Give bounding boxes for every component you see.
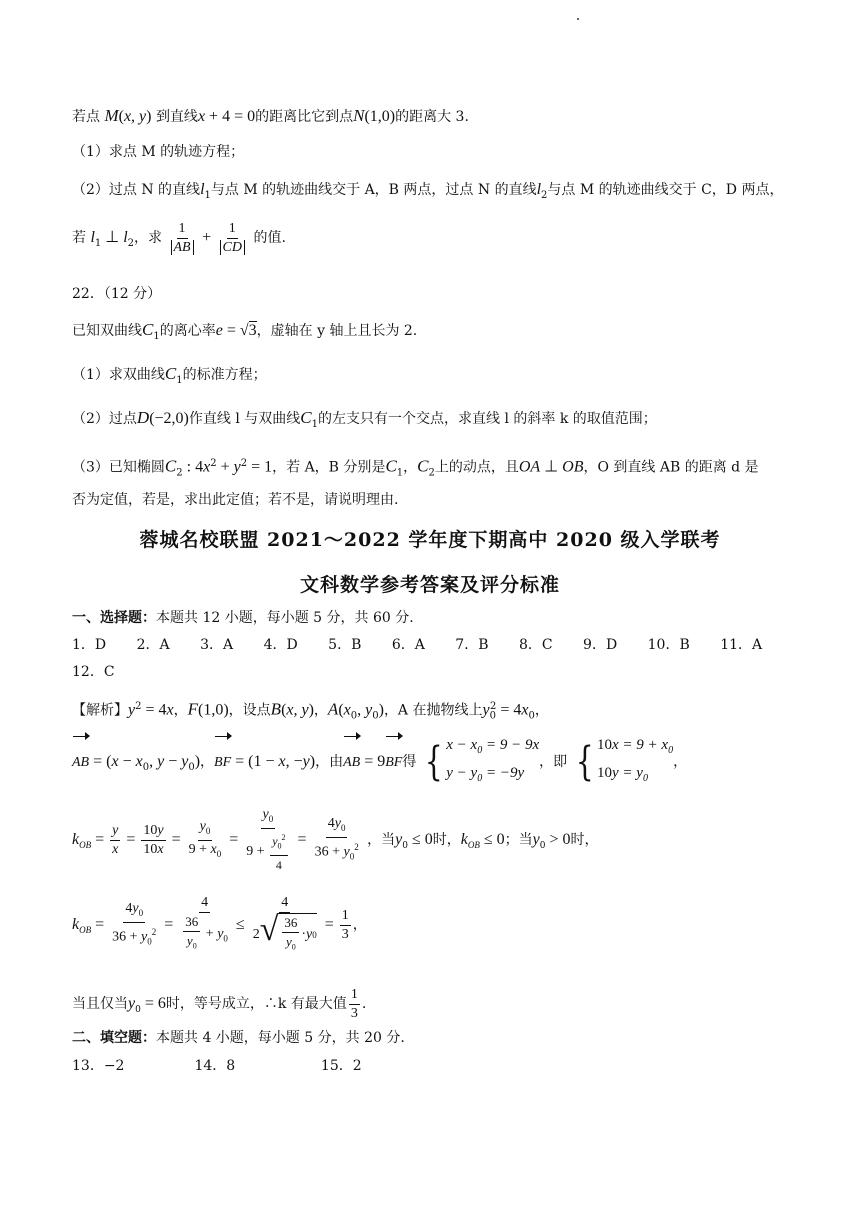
fill-13: 13．−2 (72, 1058, 125, 1074)
q22-stem: 已知双曲线$C_1$的离心率e = √3，虚轴在 y 轴上且长为 2. (72, 320, 418, 342)
choice-3: 3．A (200, 637, 234, 653)
sec2-head: 二、填空题： (72, 1030, 156, 1046)
q21-part2: （2）过点 N 的直线$l_1$与点 M 的轨迹曲线交于 A，B 两点，过点 N 的直线$l_2$与点 M 的轨迹曲线交于 C，D 两点， (72, 181, 784, 201)
q22-part1-a: （1）求双曲线 (72, 367, 165, 383)
kob-line: $k_{OB}$ = $\frac{y}{x}$ = $\frac{10y}{10x}$ = $\frac{y_0}{9 + x_0}$ = $y_0$ 9 + $\frac{y_0^2}{4}$ = $\frac{4y_0}{36 + y_0^2}$ ，当$y_0 \le 0$时，$k_{OB} \le 0$；当$y_0 > 0$时， (72, 807, 599, 873)
vec-c: ，即 (539, 754, 568, 770)
choice-9: 9．D (583, 637, 618, 653)
q22-part2-a: （2）过点 (72, 411, 137, 427)
q21-part2-c: 与点 M 的轨迹曲线交于 C，D 两点， (547, 182, 784, 198)
q21-part2-cont: 若 $l_1$ ⊥ $l_2$，求 $\frac{1}{AB}$ + $\frac{1}{CD}$ 的值. (72, 220, 286, 255)
vec-b: 得 (402, 754, 417, 770)
system-1: { $x - x_0 = 9 - 9x$ $y - y_0 = -9y$ (424, 737, 540, 785)
jiexi-b: ，A 在抛物线上 (383, 702, 483, 719)
q22-part1: （1）求双曲线$C_1$的标准方程； (72, 364, 267, 386)
choice-2: 2．A (136, 637, 170, 653)
choice-5: 5．B (328, 637, 362, 653)
q21-part2-a: （2）过点 N 的直线 (72, 182, 201, 198)
jiexi-tag: 【解析】 (72, 702, 128, 719)
q21-part1: （1）求点 M 的轨迹方程； (72, 144, 245, 160)
q21-part2-d2: ，求 (134, 230, 163, 246)
sec1-head: 一、选择题： (72, 610, 156, 626)
q22-part3-b: ，若 A，B 分别是 (272, 459, 386, 476)
final-b: 时，等号成立，∴k 有最大值 (165, 996, 347, 1012)
sec1-line (72, 608, 414, 628)
choice-10: 10．B (647, 637, 690, 653)
q22-stem-a: 已知双曲线 (72, 323, 142, 339)
q21-part2-b: 与点 M 的轨迹曲线交于 A，B 两点，过点 N 的直线 (210, 182, 537, 198)
fill-14: 14．8 (194, 1058, 236, 1074)
q22-part2-b: 作直线 l 与双曲线 (188, 411, 301, 427)
q21-stem-mid2: 的距离比它到点 (255, 109, 354, 125)
choice-7: 7．B (455, 637, 489, 653)
choice-11: 11．A (720, 637, 763, 653)
kob-note2: 时， (432, 832, 461, 849)
q21-stem-pre: 若点 (72, 109, 100, 125)
q21-part2-d1: 若 (72, 230, 86, 246)
q21-part2-d3: 的值. (253, 230, 286, 246)
jiexi-line: 【解析】$y^2 = 4x$，F(1,0)，设点B(x, y)，$A(x_0$, $y_0$)，A 在抛物线上$y_0^2 = 4x_0$， (72, 699, 549, 722)
sec2-line (72, 1028, 405, 1048)
q22-header: 22．（12 分） (72, 286, 162, 302)
q22-stem-b: 的离心率 (159, 323, 216, 339)
system-2: { $10x = 9 + x_0$ $10y = y_0$ (575, 737, 674, 785)
sec2-desc: 本题共 4 小题，每小题 5 分，共 20 分. (156, 1030, 405, 1046)
frac-1-cd: $\frac{1}{CD}$ (218, 220, 247, 257)
fill-row (72, 1056, 362, 1076)
kob-note3: ；当 (504, 832, 533, 849)
choice-12: 12．C (72, 664, 115, 680)
kob-ineq-line: $k_{OB}$ = $\frac{4y_0}{36 + y_0^2}$ = 4 $\frac{36}{y_0}$ + $y_0$ ≤ 4 2 √ $\frac{36}{y_0}$ · y 0 = $\frac{1}{3}$ ， (72, 890, 367, 965)
final-line: 当且仅当$y_0 = 6$时，等号成立，∴k 有最大值 $\frac{1}{3}$ . (72, 986, 367, 1021)
choices-row (72, 635, 762, 655)
q22-part3: （3）已知椭圆$C_2$ : $4x^2 + y^2 = 1$，若 A，B 分别是$C_1$，$C_2$上的动点，且OA ⊥ OB，O 到直线 AB 的距离 d 是 (72, 456, 759, 479)
choice-6: 6．A (391, 637, 425, 653)
q21-stem-post: 的距离大 3. (395, 109, 469, 125)
q22-part3-c: 上的动点，且 (434, 459, 519, 476)
choice-4: 4．D (263, 637, 298, 653)
q22-part2: （2）过点D(−2,0)作直线 l 与双曲线$C_1$的左支只有一个交点，求直线 l 的斜率 k 的取值范围； (72, 408, 657, 430)
final-a: 当且仅当 (72, 996, 128, 1012)
q22-part3-a: （3）已知椭圆 (72, 459, 165, 476)
fill-15: 15．2 (320, 1058, 362, 1074)
vector-line: AB = ($x - x_0$, $y - y_0$)，BF = (1 − x, −y)，由AB = 9BF得 { $x - x_0 = 9 - 9x$ $y - y_0 = -9y$ ，即 { $10x = 9 + x_0$ $10y = y_0$ ， (72, 734, 687, 793)
final-c: . (361, 996, 367, 1012)
q22-part2-c: 的左支只有一个交点，求直线 l 的斜率 k 的取值范围； (318, 411, 657, 427)
page-dot (577, 18, 579, 20)
q21-stem: 若点 M(x, y) 到直线x + 4 = 0的距离比它到点N(1,0)的距离大 3. (72, 106, 469, 125)
q21-stem-mid: 到直线 (155, 109, 198, 125)
choice-1: 1．D (72, 637, 107, 653)
kob-note4: 时， (570, 832, 599, 849)
q22-part3-d: ，O 到直线 AB 的距离 d 是 (583, 459, 759, 476)
answer-title-2: 文科数学参考答案及评分标准 (299, 574, 560, 596)
sec1-desc: 本题共 12 小题，每小题 5 分，共 60 分. (156, 610, 414, 626)
q22-part1-b: 的标准方程； (182, 367, 267, 383)
q22-stem-c: ，虚轴在 y 轴上且长为 2. (256, 323, 418, 339)
choice-8: 8．C (518, 637, 553, 653)
vec-a: ，由 (315, 754, 344, 770)
kob-note1: ，当 (367, 832, 396, 849)
jiexi-a: ，设点 (228, 702, 271, 719)
answer-title-1: 蓉城名校联盟 2021～2022 学年度下期高中 2020 级入学联考 (139, 529, 721, 551)
q22-part3-cont: 否为定值，若是，求出此定值；若不是，请说明理由. (72, 492, 399, 508)
frac-1-ab: $\frac{1}{AB}$ (169, 220, 196, 257)
